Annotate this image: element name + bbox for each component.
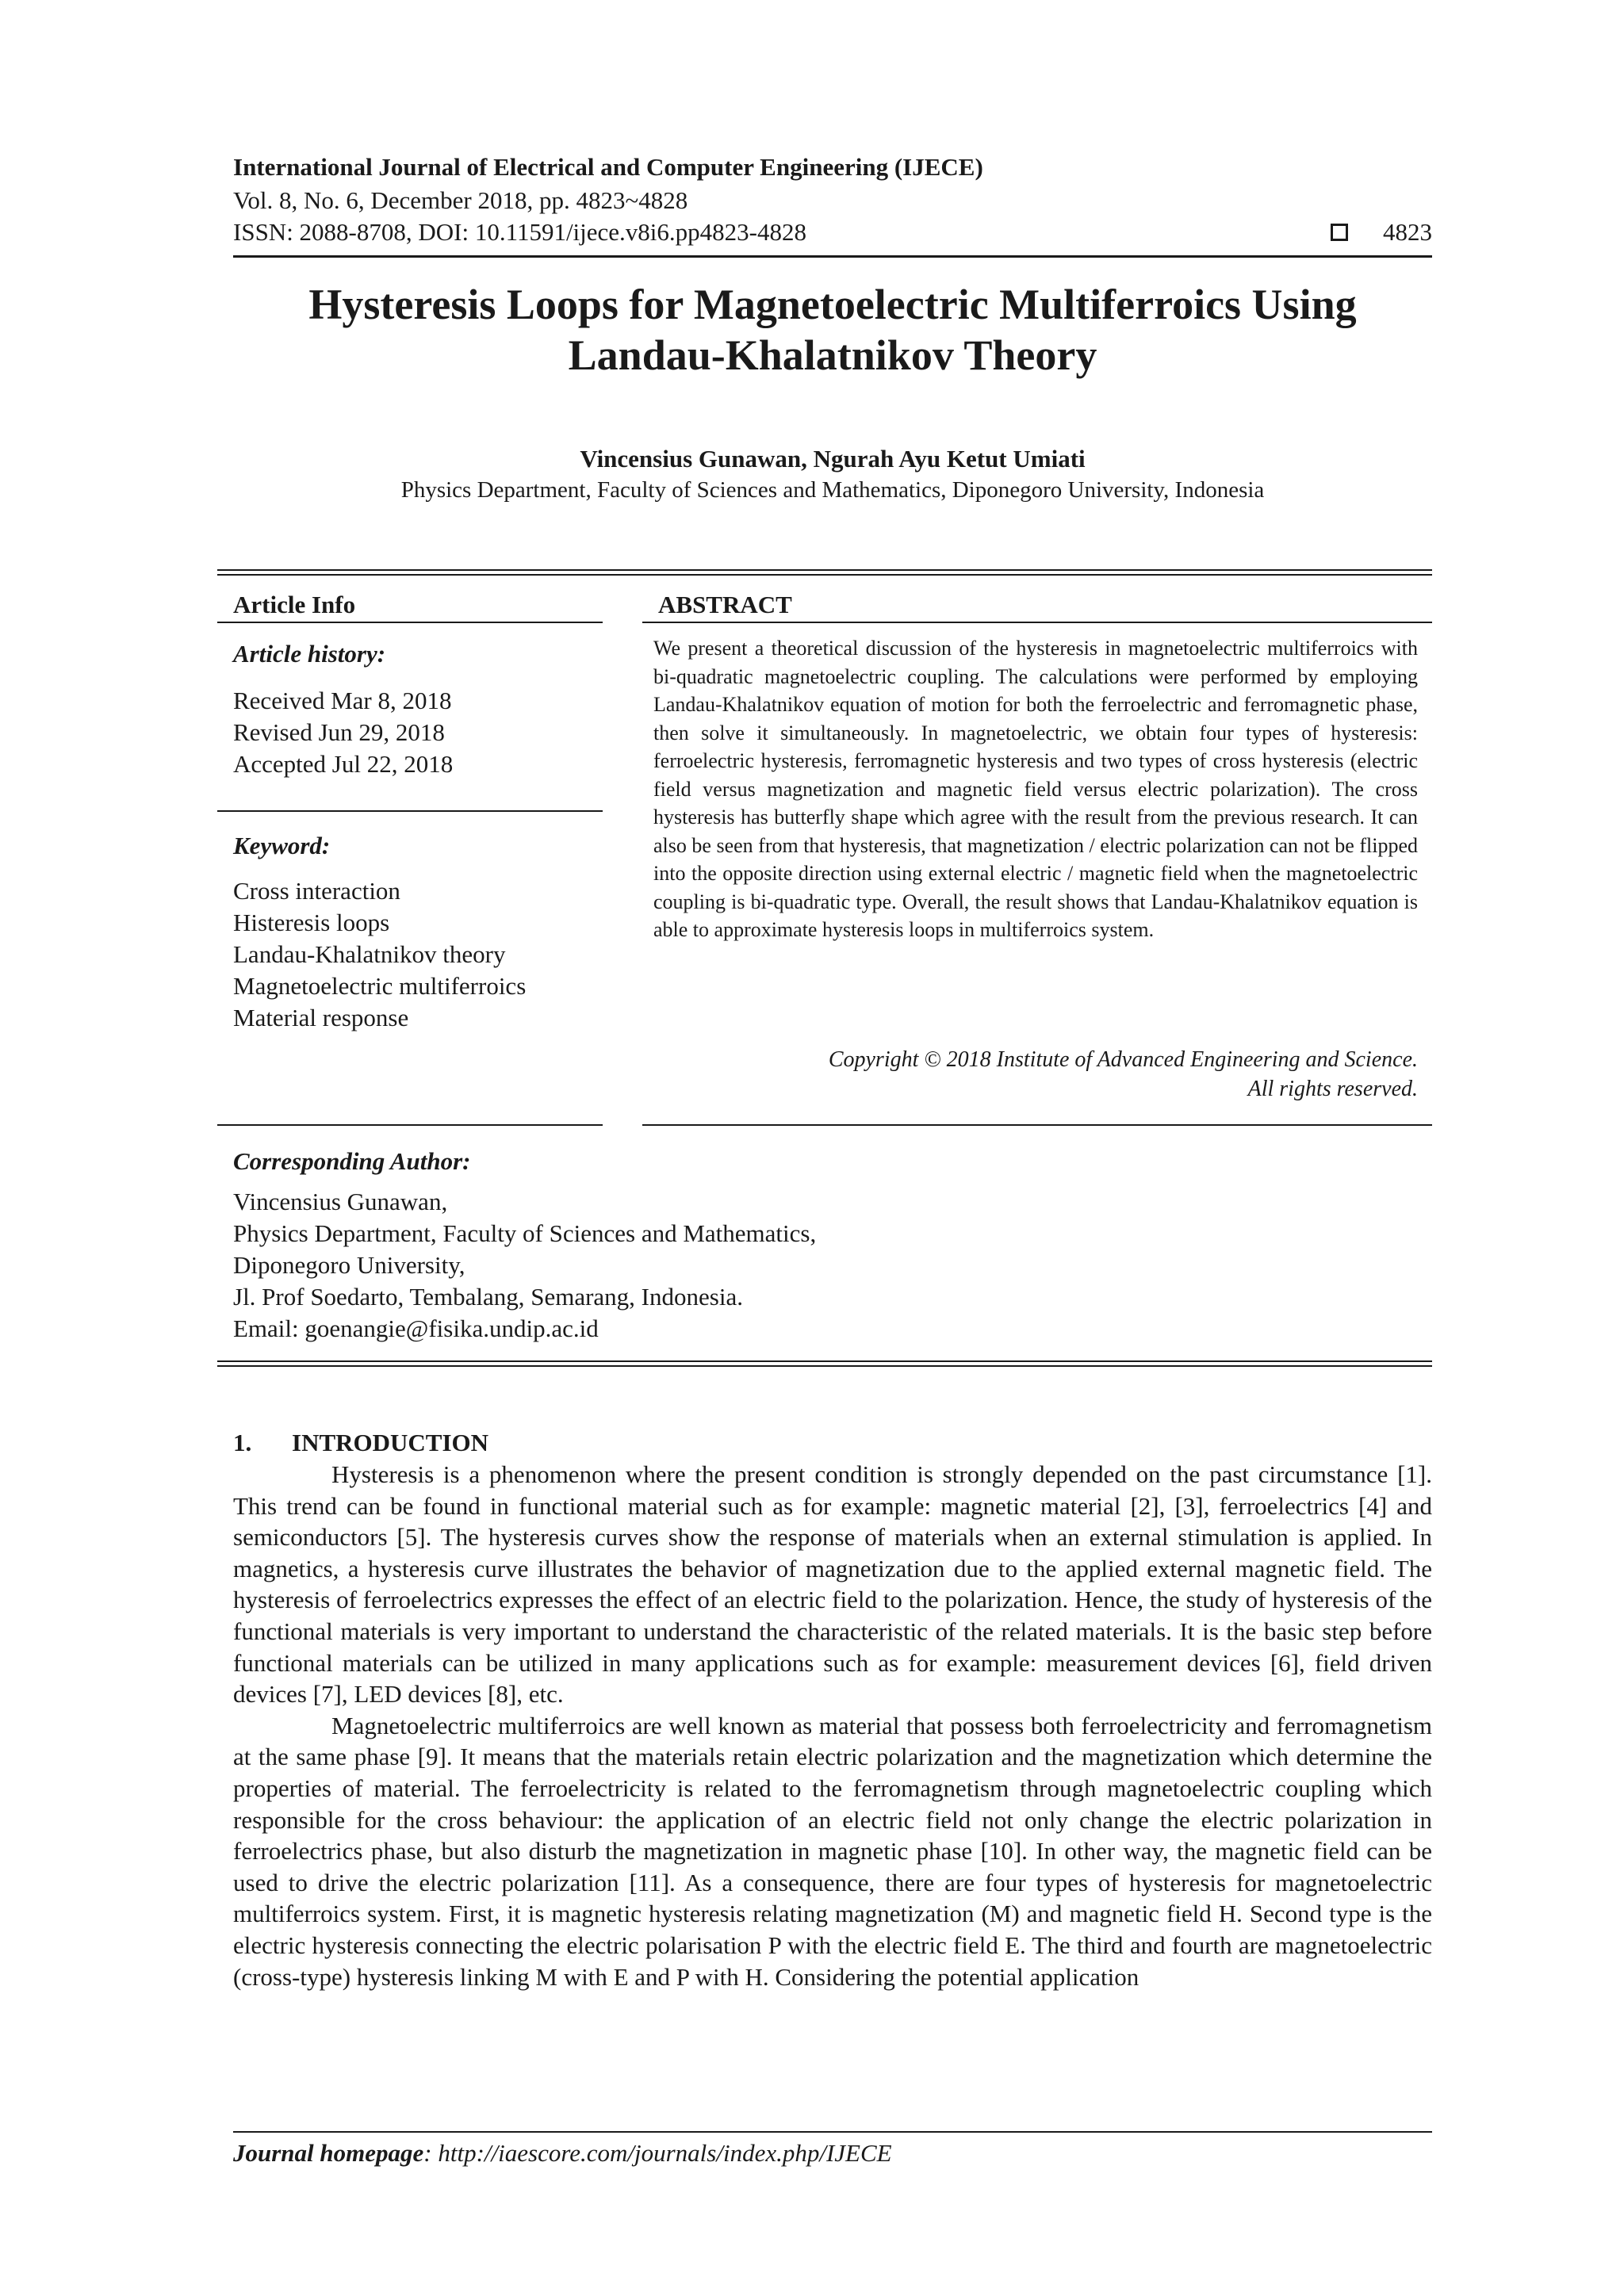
corresponding-university: Diponegoro University, [233, 1251, 465, 1279]
corresponding-email: Email: goenangie@fisika.undip.ac.id [233, 1314, 599, 1342]
section-heading-introduction [233, 1427, 488, 1459]
copyright-line-2: All rights reserved. [1247, 1077, 1418, 1101]
history-revised: Revised Jun 29, 2018 [233, 718, 445, 746]
corresponding-author-heading: Corresponding Author: [233, 1147, 471, 1175]
copyright-notice [653, 1045, 1418, 1104]
page-marker [1331, 217, 1432, 247]
footer-rule [233, 2131, 1432, 2133]
abstract-heading: ABSTRACT [658, 591, 792, 618]
journal-homepage [233, 2137, 892, 2169]
history-received: Received Mar 8, 2018 [233, 687, 452, 714]
body-paragraph: Magnetoelectric multiferroics are well known as material that possess both ferroelectricity and ferromagnetism at the same phase [9]. It means that the materials retain electric polarization and the magnetization which determine the properties of material. The ferroelectricity is related to the ferromagnetism through magnetoelectric coupling which responsible for the cross behaviour: the application of an electric field not only change the electric polarization in ferroelectrics phase, but also disturb the magnetization in magnetic phase [10]. In other way, the magnetic field can be used to drive the electric polarization [11]. As a consequence, there are four types of hysteresis for magnetoelectric multiferroics system. First, it is magnetic hysteresis relating magnetization (M) and magnetic field H. Second type is the electric hysteresis connecting the electric polarisation P with the electric field E. The third and fourth are magnetoelectric (cross-type) hysteresis linking M with E and P with H. Considering the potential application [233, 1711, 1432, 1991]
homepage-url[interactable]: : http://iaescore.com/journals/index.php/IJECE [423, 2139, 892, 2167]
square-bullet-icon [1331, 224, 1348, 241]
abstract-text: We present a theoretical discussion of the hysteresis in magnetoelectric multiferroics with bi-quadratic magnetoelectric coupling. The calculations were performed by employing Landau-Khalatnikov equation of motion for both the ferroelectric and ferromagnetic phase, then solve it simultaneously. In magnetoelectric, we obtain four types of hysteresis: ferroelectric hysteresis, ferromagnetic hysteresis and two types of cross hysteresis (electric field versus magnetization and magnetic field versus electric polarization). The cross hysteresis has butterfly shape which agree with the result from the previous research. It can also be seen from that hysteresis, that magnetization / electric polarization can not be flipped into the opposite direction using external electric / magnetic field when the magnetoelectric coupling is bi-quadratic type. Overall, the result shows that Landau-Khalatnikov equation is able to approximate hysteresis loops in multiferroics system. [653, 637, 1418, 941]
header-rule [233, 255, 1432, 258]
volume-info: Vol. 8, No. 6, December 2018, pp. 4823~4828 [233, 186, 688, 214]
journal-name: International Journal of Electrical and Computer Engineering (IJECE) [233, 153, 983, 181]
article-info-rule [217, 622, 603, 623]
abstract-heading-rule [642, 622, 1432, 623]
info-box-bottom-rule [217, 1360, 1432, 1367]
abstract-bottom-rule [642, 1124, 1432, 1126]
title-line-1: Hysteresis Loops for Magnetoelectric Multiferroics Using [308, 281, 1357, 328]
section-title: INTRODUCTION [292, 1429, 489, 1456]
info-box-top-rule [217, 569, 1432, 576]
corresponding-author-details [233, 1186, 816, 1345]
keyword-heading: Keyword: [233, 832, 331, 859]
affiliation: Physics Department, Faculty of Sciences and Mathematics, Diponegoro University, Indonesia [400, 477, 1265, 503]
keyword-item: Magnetoelectric multiferroics [233, 972, 527, 1000]
history-keyword-rule [217, 810, 603, 812]
corresponding-department: Physics Department, Faculty of Sciences and Mathematics, [233, 1219, 817, 1247]
issn-doi: ISSN: 2088-8708, DOI: 10.11591/ijece.v8i6.pp4823-4828 [233, 218, 806, 246]
keyword-list [233, 875, 526, 1034]
section-number: 1. [233, 1429, 252, 1456]
article-history-heading: Article history: [233, 640, 386, 668]
article-info-heading: Article Info [233, 591, 356, 618]
title-line-2: Landau-Khalatnikov Theory [568, 331, 1097, 379]
history-accepted: Accepted Jul 22, 2018 [233, 750, 454, 778]
introduction-body [233, 1459, 1432, 1992]
copyright-line-1: Copyright © 2018 Institute of Advanced Engineering and Science. [828, 1047, 1418, 1072]
keyword-item: Cross interaction [233, 877, 400, 905]
article-history-list [233, 685, 453, 780]
keyword-item: Material response [233, 1004, 409, 1031]
authors: Vincensius Gunawan, Ngurah Ayu Ketut Umiati [580, 445, 1086, 473]
body-paragraph: Hysteresis is a phenomenon where the present condition is strongly depended on the past circumstance [1]. This trend can be found in functional material such as for example: magnetic material [2], [3], ferroelectrics [4] and semiconductors [5]. The hysteresis curves show the response of materials when an external stimulation is applied. In magnetics, a hysteresis curve illustrates the behavior of magnetization due to the applied external magnetic field. The hysteresis of ferroelectrics expresses the effect of an electric field to the polarization. Hence, the study of hysteresis of the functional materials is very important to understand the characteristic of the related materials. It is the basic step before functional materials can be utilized in many applications such as for example: measurement devices [6], field driven devices [7], LED devices [8], etc. [233, 1460, 1432, 1709]
corresponding-address: Jl. Prof Soedarto, Tembalang, Semarang, Indonesia. [233, 1283, 743, 1311]
homepage-label: Journal homepage [233, 2139, 424, 2167]
keyword-item: Landau-Khalatnikov theory [233, 940, 506, 968]
keyword-item: Histeresis loops [233, 909, 390, 936]
page-number: 4823 [1383, 218, 1432, 246]
paper-title [233, 279, 1432, 381]
article-info-bottom-rule [217, 1124, 603, 1126]
corresponding-name: Vincensius Gunawan, [233, 1188, 448, 1215]
